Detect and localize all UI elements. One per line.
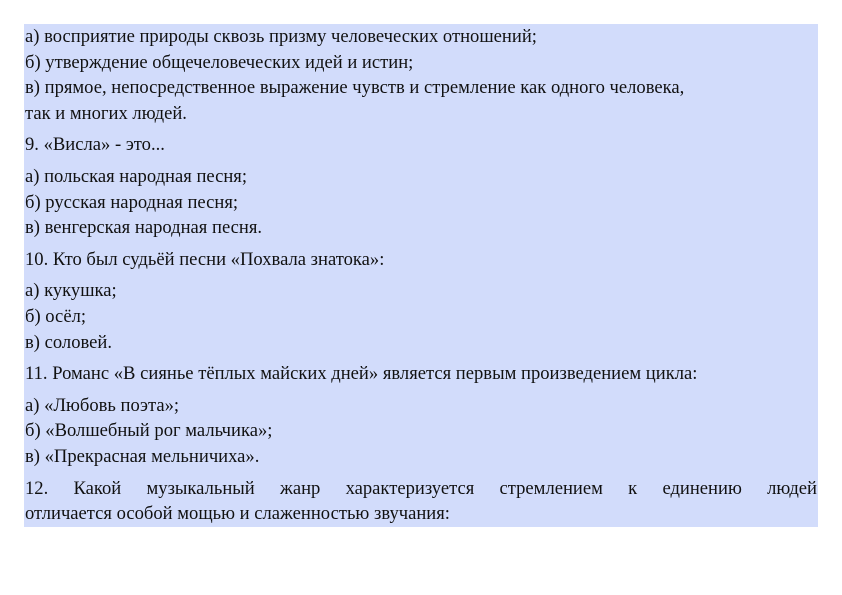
answer-b: б) утверждение общечеловеческих идей и истин; [25, 51, 414, 73]
answer-b: б) «Волшебный рог мальчика»; [25, 420, 273, 442]
quiz-sheet [24, 24, 818, 527]
answer-a: а) восприятие природы сквозь призму человеческих отношений; [25, 26, 537, 47]
answer-c: в) прямое, непосредственное выражение чувств и стремление как одного человека, [25, 77, 685, 99]
question-text: 9. «Висла» - это... [25, 134, 165, 156]
question-11-answers [24, 393, 818, 470]
answer-c: в) венгерская народная песня. [25, 217, 263, 239]
question-text: 10. Кто был судьёй песни «Похвала знатока»: [25, 248, 385, 270]
answer-c-continued: так и многих людей. [25, 102, 187, 124]
question-11 [24, 361, 818, 387]
question-text-line-1: 12. Какой музыкальный жанр характеризуется стремлением к единению людей [25, 477, 817, 499]
question-10-answers [24, 278, 818, 355]
question-9-answers [24, 164, 818, 241]
answer-a: а) польская народная песня; [25, 165, 248, 187]
answer-a: а) «Любовь поэта»; [25, 394, 180, 416]
answer-c: в) соловей. [25, 331, 113, 353]
question-9 [24, 132, 818, 158]
answer-a: а) кукушка; [25, 280, 117, 302]
answer-c: в) «Прекрасная мельничиха». [25, 445, 260, 467]
question-8-answers [24, 24, 818, 126]
question-10 [24, 247, 818, 273]
answer-b: б) осёл; [25, 305, 87, 327]
question-12 [24, 476, 818, 527]
question-text: 11. Романс «В сиянье тёплых майских дней» является первым произведением цикла: [25, 363, 698, 385]
question-text-line-2: отличается особой мощью и слаженностью звучания: [25, 503, 450, 525]
answer-b: б) русская народная песня; [25, 191, 239, 213]
